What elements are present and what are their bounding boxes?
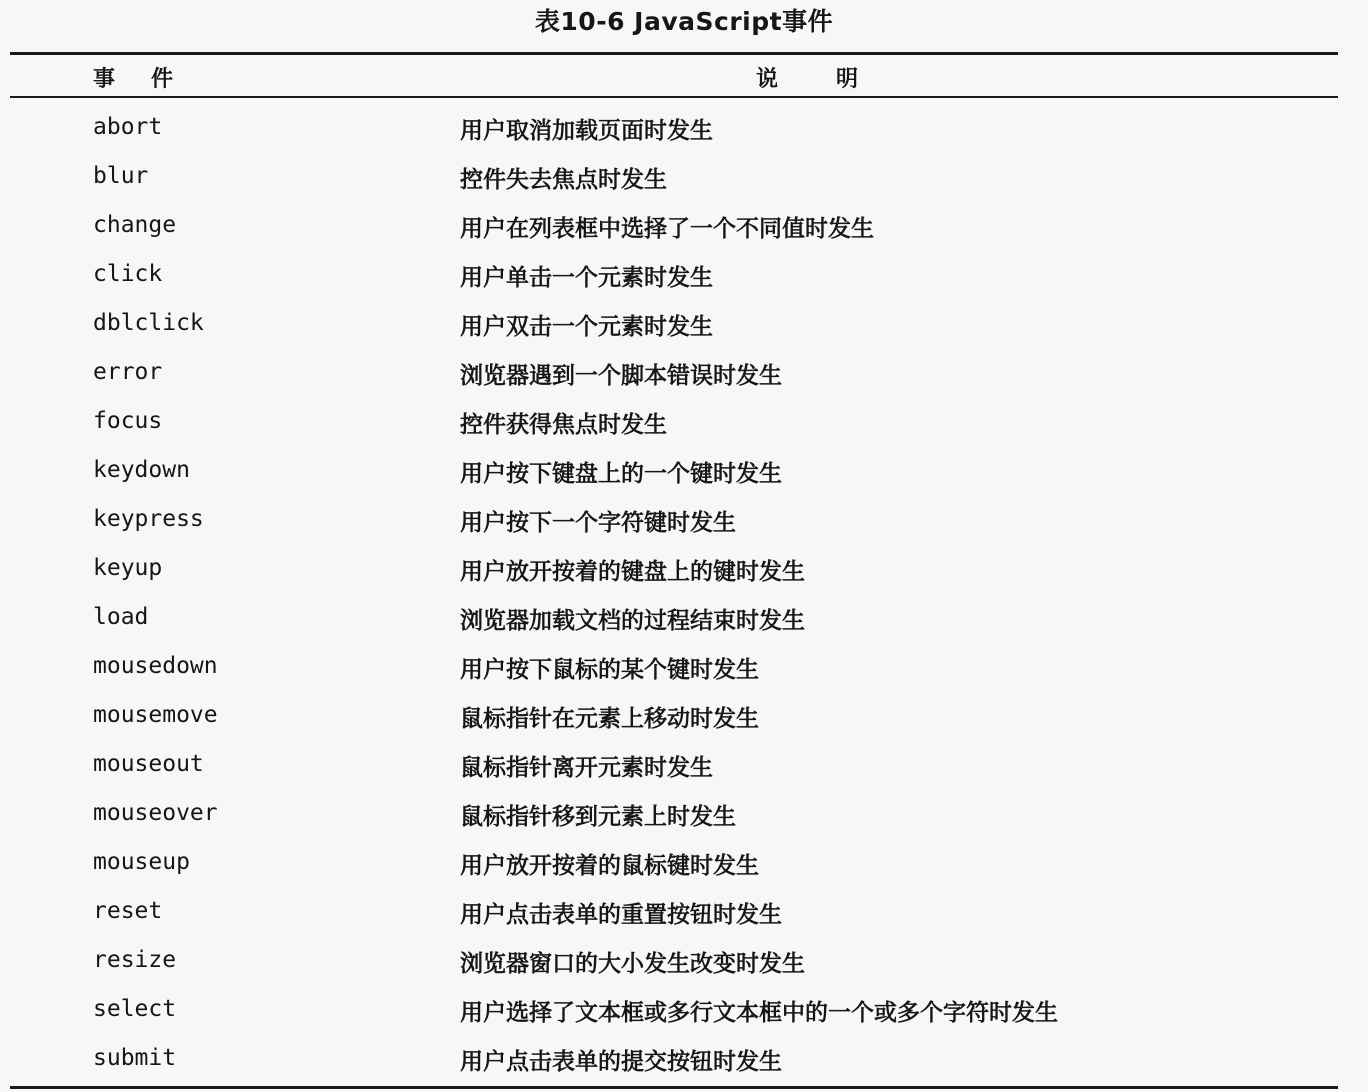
header-description: 说明	[756, 67, 917, 92]
event-name: mouseout	[93, 751, 204, 777]
event-description: 用户放开按着的鼠标键时发生	[460, 853, 759, 879]
header-event: 事件	[93, 67, 210, 92]
table-row	[0, 939, 1368, 988]
event-description: 用户双击一个元素时发生	[460, 314, 713, 340]
event-name: focus	[93, 408, 163, 434]
event-description: 用户按下键盘上的一个键时发生	[460, 461, 782, 487]
event-name: mouseup	[93, 849, 190, 875]
event-description: 浏览器加载文档的过程结束时发生	[460, 608, 805, 634]
event-description: 鼠标指针移到元素上时发生	[460, 804, 736, 830]
event-name: resize	[93, 947, 177, 973]
table-row	[0, 988, 1368, 1037]
event-description: 控件失去焦点时发生	[460, 167, 667, 193]
event-name: abort	[93, 114, 163, 140]
event-name: dblclick	[93, 310, 204, 336]
event-name: mousemove	[93, 702, 218, 728]
event-description: 用户点击表单的重置按钮时发生	[460, 902, 782, 928]
event-description: 浏览器窗口的大小发生改变时发生	[460, 951, 805, 977]
event-name: blur	[93, 163, 149, 189]
table-row	[0, 1037, 1368, 1086]
table-row	[0, 155, 1368, 204]
event-name: keyup	[93, 555, 163, 581]
table-header	[0, 62, 1368, 94]
event-description: 用户单击一个元素时发生	[460, 265, 713, 291]
table-row	[0, 743, 1368, 792]
table-row	[0, 792, 1368, 841]
table-row	[0, 890, 1368, 939]
table-row	[0, 449, 1368, 498]
table-row	[0, 106, 1368, 155]
event-name: load	[93, 604, 149, 630]
header-rule	[10, 96, 1338, 98]
event-name: select	[93, 996, 177, 1022]
event-name: mousedown	[93, 653, 218, 679]
table-row	[0, 645, 1368, 694]
table-row	[0, 547, 1368, 596]
bottom-rule	[10, 1086, 1338, 1089]
table-row	[0, 596, 1368, 645]
event-description: 鼠标指针在元素上移动时发生	[460, 706, 759, 732]
table-row	[0, 841, 1368, 890]
event-description: 用户选择了文本框或多行文本框中的一个或多个字符时发生	[460, 1000, 1058, 1026]
table-title: 表10-6 JavaScript事件	[534, 7, 834, 36]
event-description: 用户按下鼠标的某个键时发生	[460, 657, 759, 683]
event-name: reset	[93, 898, 163, 924]
event-name: keypress	[93, 506, 204, 532]
table-row	[0, 694, 1368, 743]
event-description: 用户在列表框中选择了一个不同值时发生	[460, 216, 874, 242]
event-name: keydown	[93, 457, 190, 483]
table-row	[0, 302, 1368, 351]
event-name: click	[93, 261, 163, 287]
table-row	[0, 204, 1368, 253]
event-name: mouseover	[93, 800, 218, 826]
event-description: 用户放开按着的键盘上的键时发生	[460, 559, 805, 585]
event-description: 用户按下一个字符键时发生	[460, 510, 736, 536]
event-description: 鼠标指针离开元素时发生	[460, 755, 713, 781]
table-row	[0, 351, 1368, 400]
table-row	[0, 253, 1368, 302]
table-row	[0, 400, 1368, 449]
table-row	[0, 498, 1368, 547]
event-description: 浏览器遇到一个脚本错误时发生	[460, 363, 782, 389]
event-name: error	[93, 359, 163, 385]
event-name: change	[93, 212, 177, 238]
top-rule	[10, 52, 1338, 55]
event-name: submit	[93, 1045, 177, 1071]
event-description: 控件获得焦点时发生	[460, 412, 667, 438]
event-description: 用户取消加载页面时发生	[460, 118, 713, 144]
event-description: 用户点击表单的提交按钮时发生	[460, 1049, 782, 1075]
